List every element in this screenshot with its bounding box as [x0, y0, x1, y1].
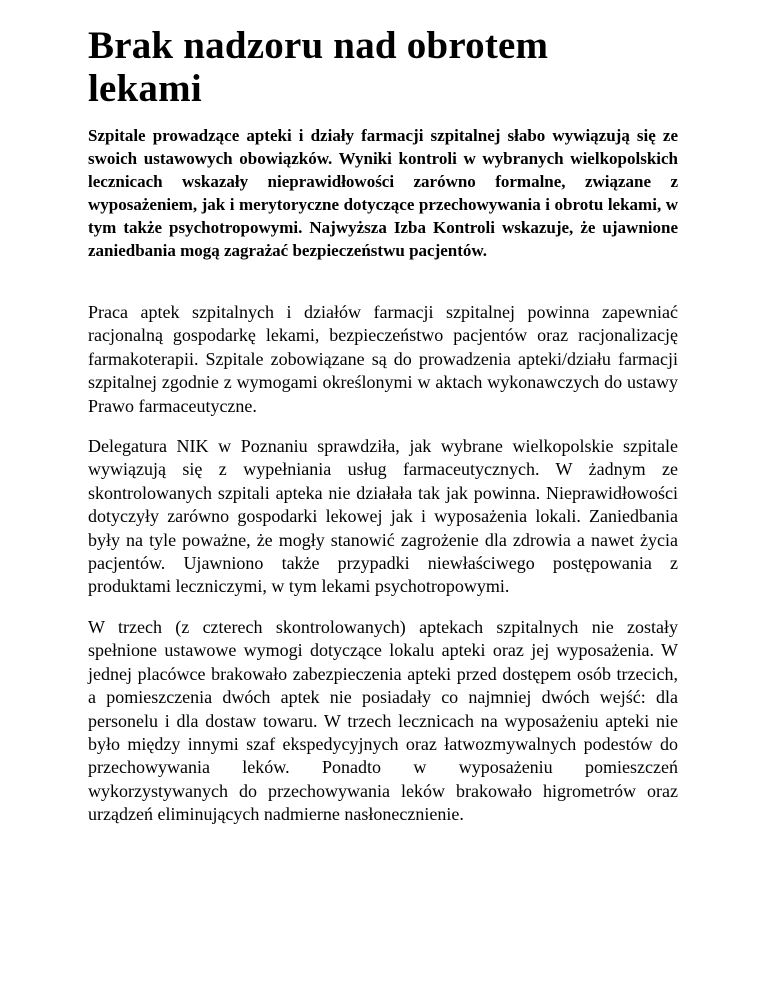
article-paragraph-1: Praca aptek szpitalnych i działów farmacji szpitalnej powinna zapewniać racjonalną gospodarkę lekami, bezpieczeństwo pacjentów oraz racjonalizację farmakoterapii. Szpitale zobowiązane są do prowadzenia apteki/działu farmacji szpitalnej zgodnie z wymogami określonymi w aktach wykonawczych do ustawy Prawo farmaceutyczne.: [88, 302, 678, 416]
article-paragraph-3: W trzech (z czterech skontrolowanych) aptekach szpitalnych nie zostały spełnione ustawowe wymogi dotyczące lokalu apteki oraz jej wyposażenia. W jednej placówce brakowało zabezpieczenia apteki przed dostępem osób trzecich, a pomieszczenia dwóch aptek nie posiadały co najmniej dwóch wejść: dla personelu i dla dostaw towaru. W trzech lecznicach na wyposażeniu apteki nie było między innymi szaf ekspedycyjnych oraz łatwozmywalnych podestów do przechowywania leków. Ponadto w wyposażeniu pomieszczeń wykorzystywanych do przechowywania leków brakowało higrometrów oraz urządzeń eliminujących nadmierne nasłonecznienie.: [88, 616, 678, 825]
article-lead: Szpitale prowadzące apteki i działy farmacji szpitalnej słabo wywiązują się ze swoich ustawowych obowiązków. Wyniki kontroli w wybranych wielkopolskich lecznicach wskazały nieprawidłowości zarówno formalne, związane z wyposażeniem, jak i merytoryczne dotyczące przechowywania i obrotu lekami, w tym także psychotropowymi. Najwyższa Izba Kontroli wskazuje, że ujawnione zaniedbania mogą zagrażać bezpieczeństwu pacjentów.: [88, 126, 678, 260]
article-paragraph-2: Delegatura NIK w Poznaniu sprawdziła, jak wybrane wielkopolskie szpitale wywiązują się z wypełniania usług farmaceutycznych. W żadnym ze skontrolowanych szpitali apteka nie działała tak jak powinna. Nieprawidłowości dotyczyły zarówno gospodarki lekowej jak i wyposażenia lokali. Zaniedbania były na tyle poważne, że mogły stanowić zagrożenie dla zdrowia a nawet życia pacjentów. Ujawniono także przypadki niewłaściwego postępowania z produktami leczniczymi, w tym lekami psychotropowymi.: [88, 436, 678, 597]
article-title: Brak nadzoru nad obrotem lekami: [88, 24, 549, 110]
document-page: [88, 24, 678, 827]
